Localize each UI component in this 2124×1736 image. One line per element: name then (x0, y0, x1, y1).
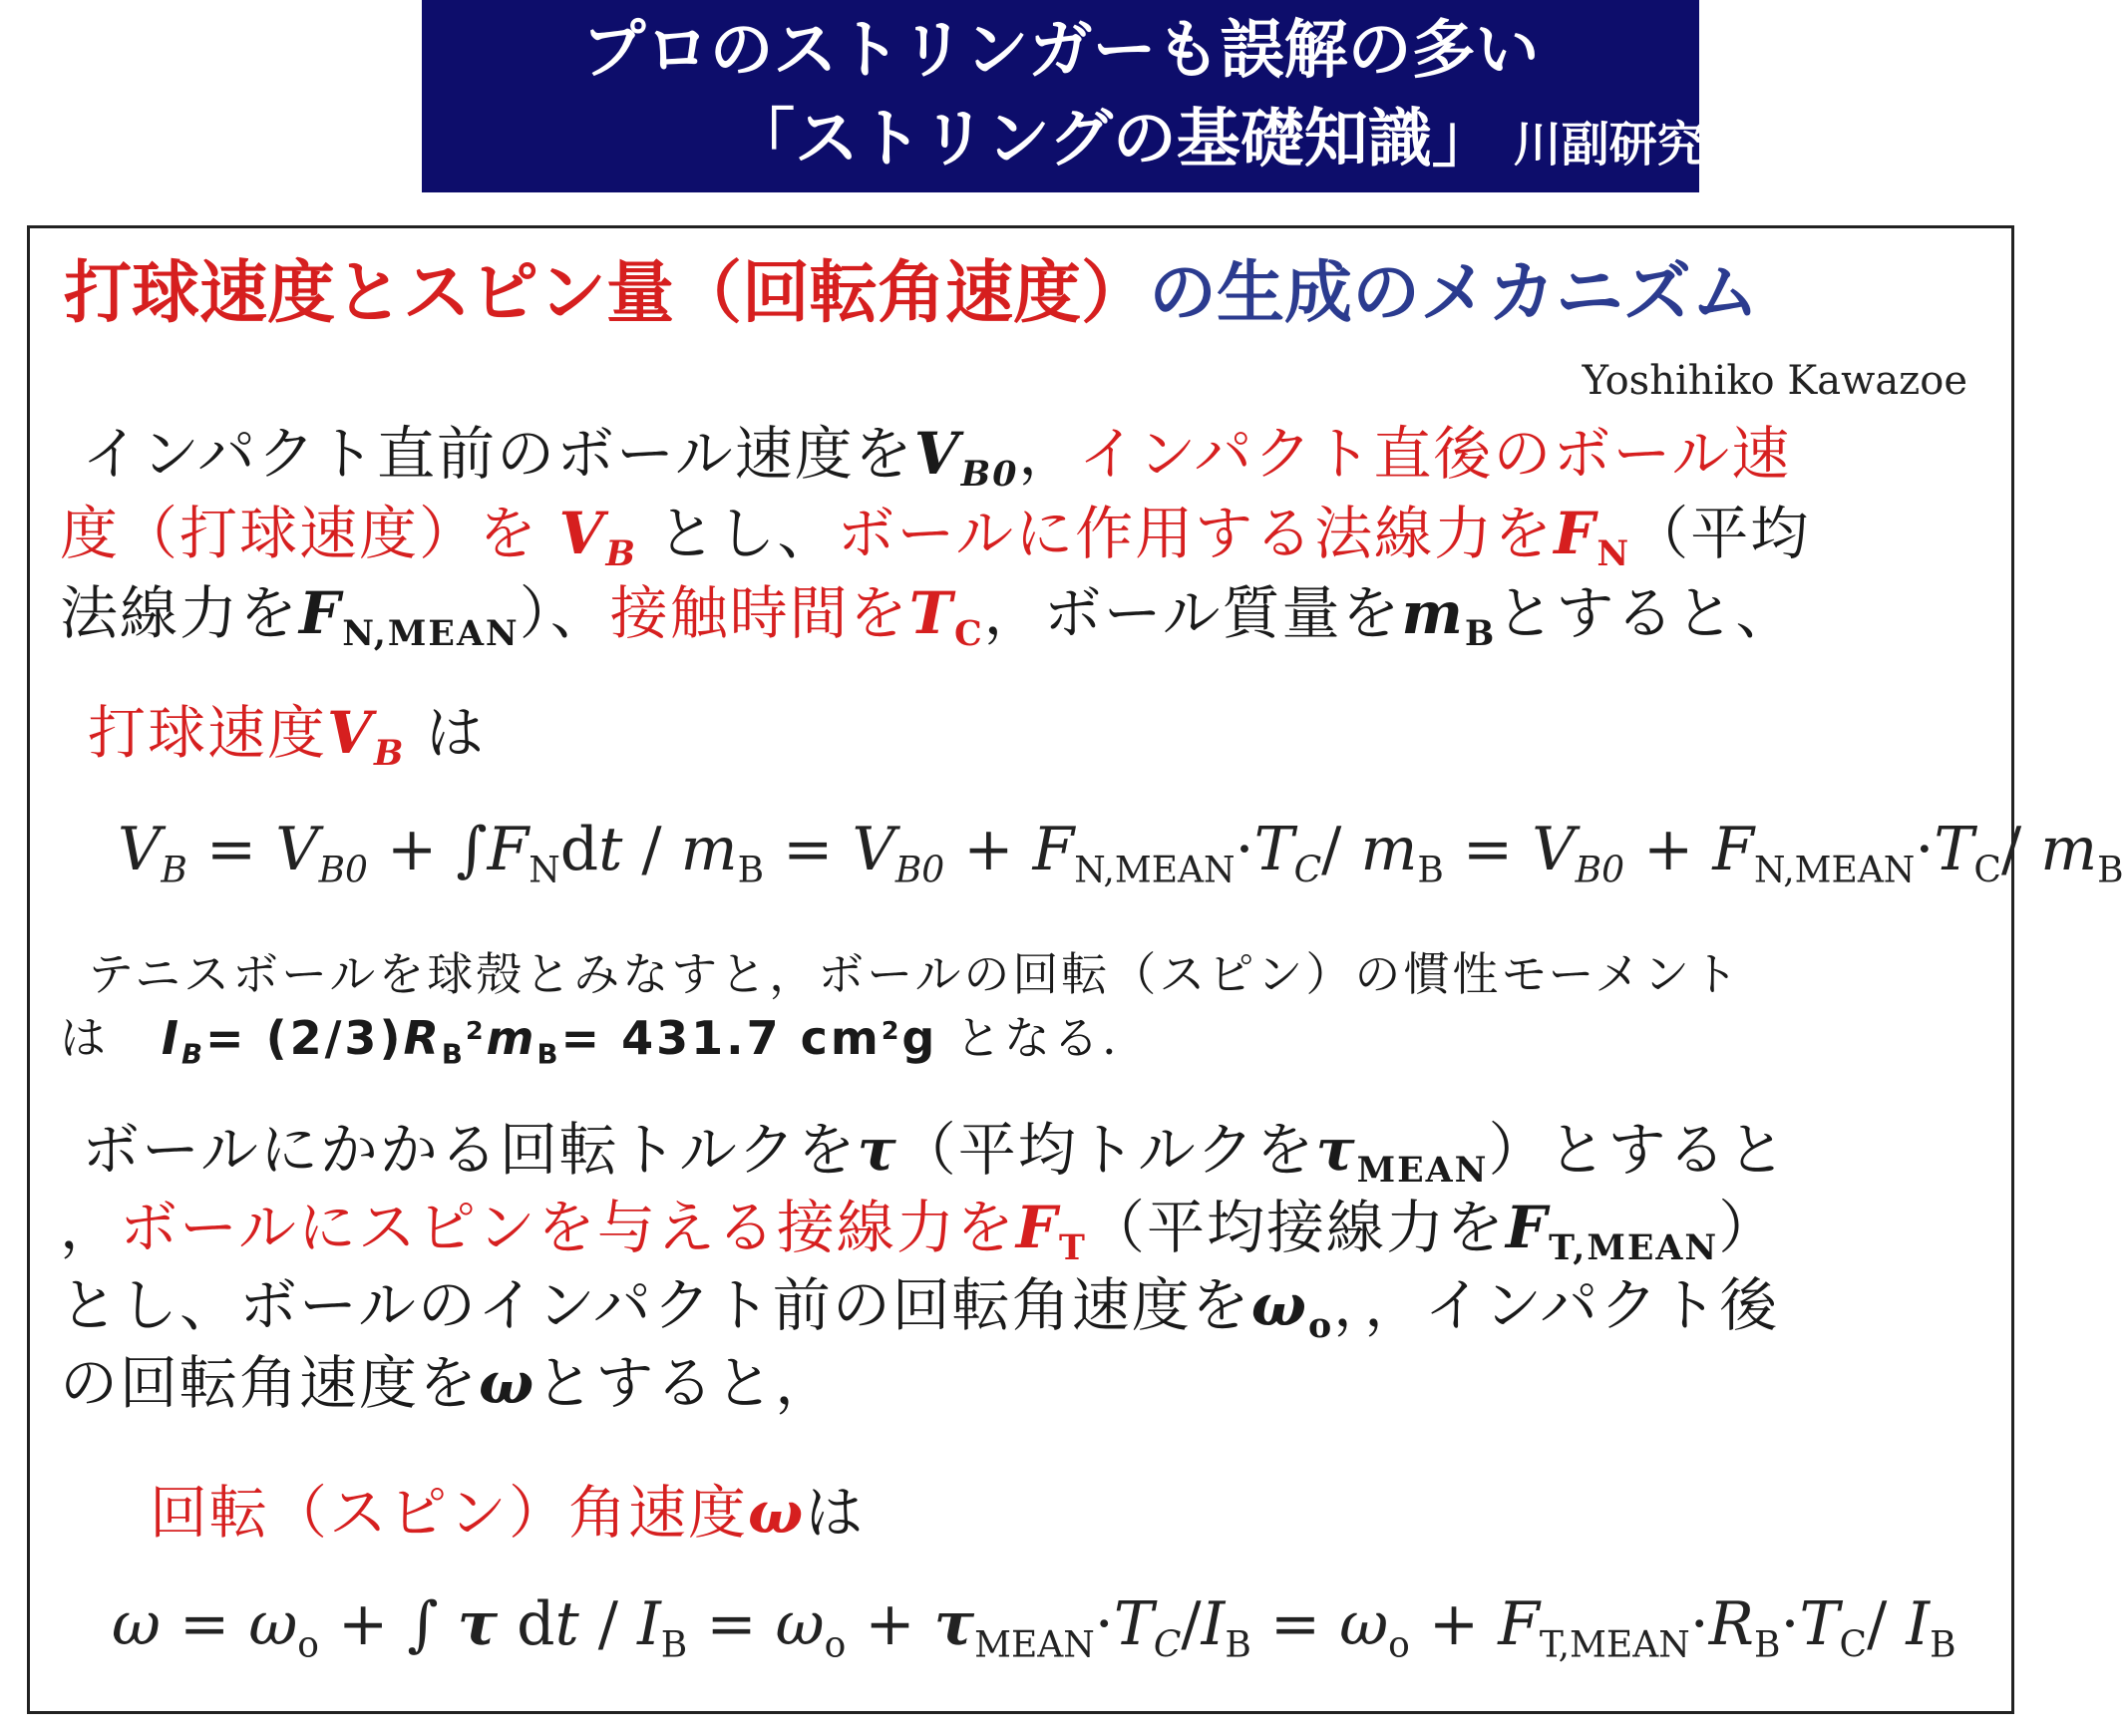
equation-ball-velocity: $V_B = V_{B0} + \int F_Ndt / m_B = V_{B0} + F_{N,MEAN}\cdot T_C/$ $m_B = V_{B0} + F_{N,MEAN}\cdot T_C/$ $m_B$ (118, 815, 2124, 891)
inertia-text-2: は $I_B= (2/3)R_B^2m_B= 431.7$ $cm^2g$ となる. (60, 1011, 1120, 1071)
heading-omega: 回転（スピン）角速度ωは (150, 1479, 866, 1547)
banner-title: プロのストリンガーも誤解の多い (581, 14, 1540, 88)
content-panel (27, 225, 2124, 1714)
paragraph-line-2: 度（打球速度）を $V_B$ とし、ボールに作用する法線力を$F_N$（平均 (60, 500, 1811, 575)
torque-line-4: の回転角速度をωとすると， (60, 1349, 836, 1417)
heading-vb: 打球速度$V_B$ は (88, 699, 486, 775)
torque-line-1: ボールにかかる回転トルクをτ（平均トルクを$\tau_{MEAN}$）とすると (82, 1116, 1788, 1192)
torque-line-3: とし、ボールのインパクト前の回転角速度を$\omega_o$，，インパクト後 (60, 1271, 1780, 1347)
paragraph-line-1: インパクト直前のボール速度を$V_{B0}$，インパクト直後のボール速 (82, 420, 1792, 496)
panel-title: 打球速度とスピン量（回転角速度）の生成のメカニズム (64, 254, 1760, 333)
equation-angular-velocity: $\omega = \omega_o$ + ∫ τ dt / $I_B = \omega_o + \tau_{MEAN}\cdot T_C/I_B = \omega_o + F_{T,MEAN}\cdot R_B\cdot T_C/$ $I_B$ (112, 1589, 1956, 1666)
lab-name: 川副研究室 (1513, 117, 1753, 173)
header-banner (422, 0, 1753, 192)
paragraph-line-3: 法線力を$F_{N,MEAN}$）、接触時間を$T_C$，ボール質量を$m_B$とすると、 (60, 579, 1796, 655)
inertia-text-1: テニスボールを球殻とみなすと，ボールの回転（スピン）の慣性モーメント (88, 947, 1742, 1001)
banner-subtitle: 「ストリングの基礎知識」 川副研究室 (731, 103, 1753, 176)
author: Yoshihiko Kawazoe (1582, 358, 1967, 404)
torque-line-2: ，ボールにスピンを与える接線力を$F_T$（平均接線力を$F_{T,MEAN}$） (60, 1194, 1779, 1269)
